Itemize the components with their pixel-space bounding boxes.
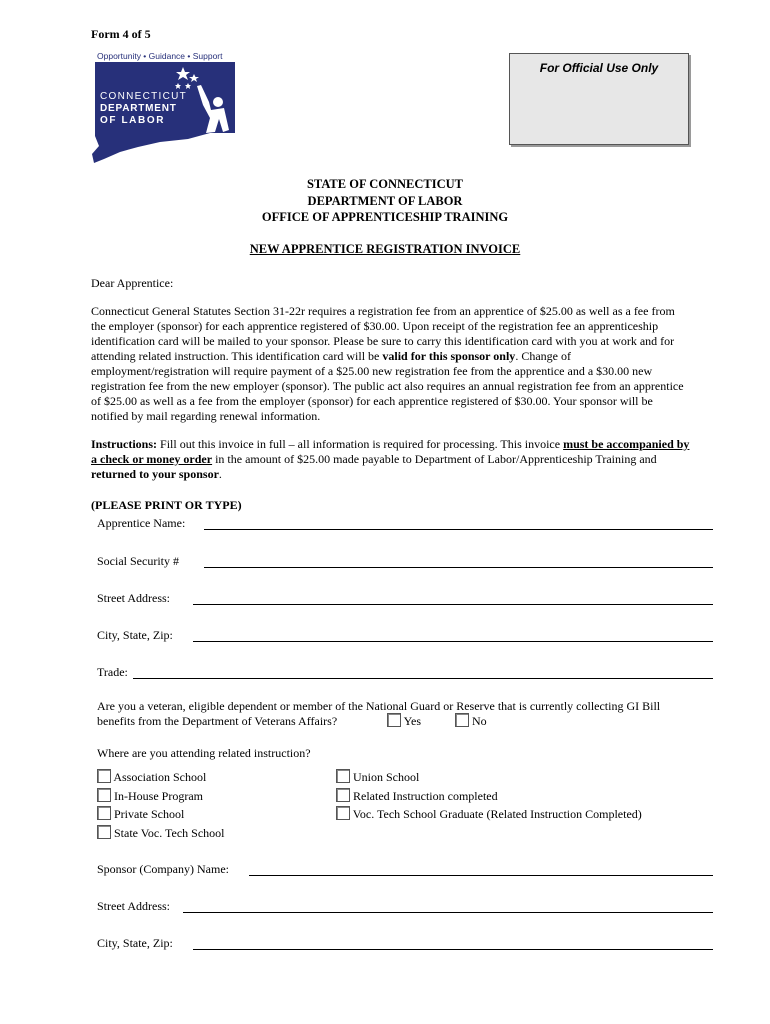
form-number: Form 4 of 5 — [91, 27, 151, 41]
instructions-text-2: in the amount of $25.00 made payable to Department of Labor/Apprenticeship Training and — [212, 452, 657, 466]
sponsor-name-field[interactable] — [249, 875, 713, 876]
ssn-field[interactable] — [204, 567, 713, 568]
instructions-end: . — [218, 467, 222, 481]
apprentice-name-field[interactable] — [204, 529, 713, 530]
option-in-house-program[interactable] — [97, 788, 203, 804]
option-association-school[interactable] — [97, 769, 206, 785]
state-voc-tech-school-checkbox[interactable] — [97, 825, 111, 839]
private-school-label: Private School — [114, 807, 185, 821]
private-school-checkbox[interactable] — [97, 806, 111, 820]
invoice-title: NEW APPRENTICE REGISTRATION INVOICE — [249, 242, 521, 256]
instructions-paragraph — [91, 437, 691, 482]
city-state-zip-field[interactable] — [193, 641, 713, 642]
city-state-zip-label: City, State, Zip: — [97, 628, 173, 642]
agency-heading — [0, 176, 770, 226]
heading-line2: DEPARTMENT OF LABOR — [307, 193, 463, 208]
logo-line3: OF LABOR — [100, 115, 166, 126]
veteran-question-line1: Are you a veteran, eligible dependent or member of the National Guard or Reserve that is currently collecting GI Bill — [97, 699, 661, 713]
sponsor-street-address-label: Street Address: — [97, 899, 170, 913]
related-instruction-completed-checkbox[interactable] — [336, 788, 350, 802]
association-school-checkbox[interactable] — [97, 769, 111, 783]
related-instruction-completed-label: Related Instruction completed — [353, 789, 498, 803]
instructions-must: must be accompanied by a check or money order — [91, 437, 690, 466]
street-address-label: Street Address: — [97, 591, 170, 605]
in-house-program-checkbox[interactable] — [97, 788, 111, 802]
option-state-voc-tech-school[interactable] — [97, 825, 224, 841]
instructions-text-1: Fill out this invoice in full – all information is required for processing. This invoice — [157, 437, 564, 451]
veteran-no-option[interactable] — [455, 713, 487, 729]
voc-tech-graduate-checkbox[interactable] — [336, 806, 350, 820]
voc-tech-graduate-label: Voc. Tech School Graduate (Related Instruction Completed) — [352, 807, 642, 821]
veteran-no-label: No — [472, 714, 487, 728]
street-address-field[interactable] — [193, 604, 713, 605]
body-text-1: Connecticut General Statutes Section 31-22r requires a registration fee from an apprentice of $25.00 as well as a fee from the employer (sponsor) for each apprentice registered of $30.00. Upon receipt of the registration fee an apprenticeship identification card will be mailed to your sponsor. Please be sure to carry this identification card with you at work and for attending related instruction. This identification card will be — [91, 304, 675, 363]
in-house-program-label: In-House Program — [114, 789, 203, 803]
print-note: (PLEASE PRINT OR TYPE) — [91, 498, 242, 512]
body-paragraph — [91, 304, 691, 424]
ct-dol-logo — [90, 50, 240, 165]
veteran-yes-label: Yes — [403, 714, 422, 728]
heading-line3: OFFICE OF APPRENTICESHIP TRAINING — [261, 210, 509, 224]
association-school-label: Association School — [113, 770, 207, 784]
body-bold-text: valid for this sponsor only — [382, 349, 516, 363]
sponsor-city-state-zip-label: City, State, Zip: — [97, 936, 173, 950]
heading-line1: STATE OF CONNECTICUT — [306, 177, 464, 191]
logo-line1: CONNECTICUT — [100, 91, 188, 102]
veteran-no-checkbox[interactable] — [455, 713, 469, 727]
body-text-2: . Change of employment/registration will require payment of a $25.00 new registration fee from the apprentice and a $30.00 new registration fee from the new employer (sponsor). The public act also requires an annual registration fee from an apprentice of $25.00 as well as a fee from the employer (sponsor) for each apprentice registered of $30.00. Your sponsor will be notified by mail regarding renewal information. — [91, 349, 684, 423]
trade-field[interactable] — [133, 678, 713, 679]
veteran-yes-checkbox[interactable] — [387, 713, 401, 727]
instruction-question: Where are you attending related instruction? — [97, 746, 311, 760]
official-use-label: For Official Use Only — [539, 61, 659, 75]
option-related-instruction-completed[interactable] — [336, 788, 498, 804]
greeting: Dear Apprentice: — [91, 276, 174, 290]
ssn-label: Social Security # — [97, 554, 179, 568]
logo-line2: DEPARTMENT — [100, 103, 177, 114]
union-school-label: Union School — [353, 770, 420, 784]
option-union-school[interactable] — [336, 769, 419, 785]
logo-tagline: Opportunity • Guidance • Support — [97, 51, 223, 61]
union-school-checkbox[interactable] — [336, 769, 350, 783]
trade-label: Trade: — [97, 665, 128, 679]
option-voc-tech-graduate[interactable] — [336, 806, 642, 822]
official-use-box — [509, 53, 689, 145]
state-voc-tech-school-label: State Voc. Tech School — [114, 826, 225, 840]
sponsor-city-state-zip-field[interactable] — [193, 949, 713, 950]
veteran-question-line2: benefits from the Department of Veterans Affairs? — [97, 714, 338, 728]
sponsor-street-address-field[interactable] — [183, 912, 713, 913]
instructions-returned: returned to your sponsor — [91, 467, 219, 481]
option-private-school[interactable] — [97, 806, 184, 822]
apprentice-name-label: Apprentice Name: — [97, 516, 186, 530]
veteran-yes-option[interactable] — [387, 713, 421, 729]
instructions-label: Instructions: — [91, 437, 158, 451]
sponsor-name-label: Sponsor (Company) Name: — [97, 862, 229, 876]
